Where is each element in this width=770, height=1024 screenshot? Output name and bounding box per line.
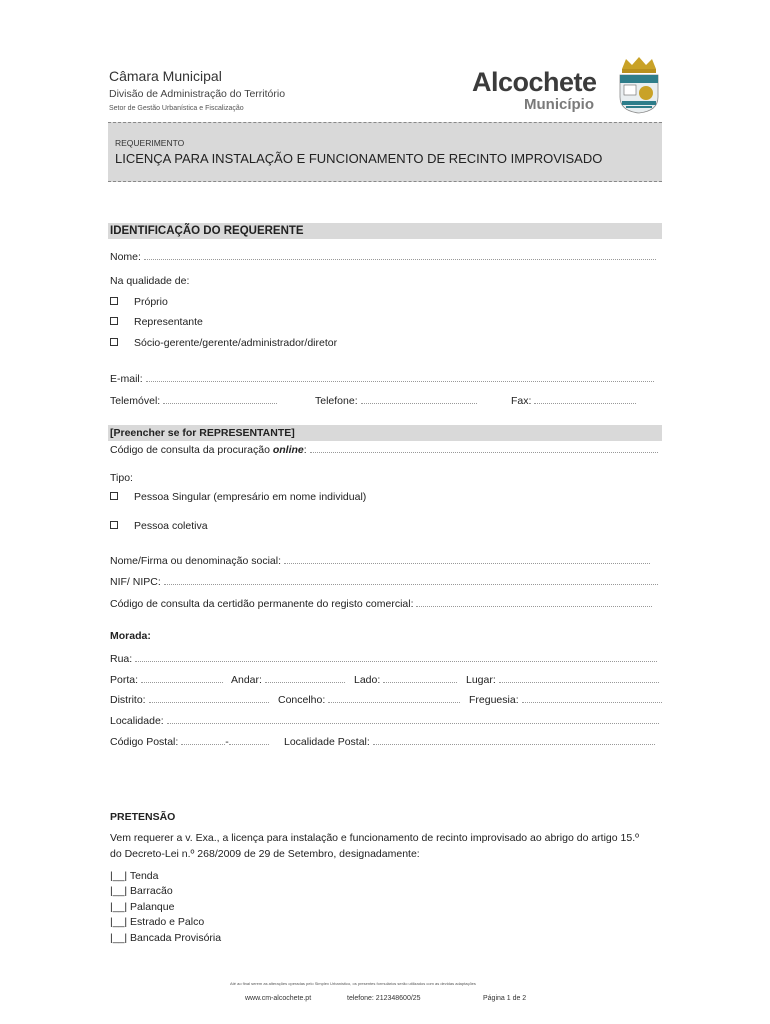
procuracao-online: online	[272, 444, 304, 456]
title-box	[108, 122, 662, 182]
firma-label: Nome/Firma ou denominação social:	[110, 555, 281, 567]
logo-subtitle: Município	[524, 96, 594, 113]
firma-row	[110, 553, 650, 567]
procuracao-label: Código de consulta da procuração	[110, 444, 273, 456]
tipo-label: Tipo:	[110, 472, 133, 484]
nif-row	[110, 574, 658, 588]
checkbox[interactable]	[110, 297, 118, 305]
rua-label: Rua:	[110, 653, 133, 665]
footer-phone: telefone: 212348600/25	[347, 995, 421, 1002]
pretensao-item-tenda[interactable]: |__| Tenda	[110, 870, 159, 882]
pretensao-item-barracao[interactable]: |__| Barracão	[110, 885, 173, 897]
municipality-logo	[472, 55, 662, 115]
email-row	[110, 371, 654, 385]
procuracao-field[interactable]	[310, 442, 658, 453]
telemovel-row	[110, 393, 277, 407]
fax-row	[511, 393, 636, 407]
porta-label: Porta:	[110, 674, 139, 686]
lugar-label: Lugar:	[466, 674, 496, 686]
codigo-postal-field-1[interactable]	[181, 734, 225, 745]
pretensao-text-2: do Decreto-Lei n.º 268/2009 de 29 de Setembro, designadamente:	[110, 848, 420, 860]
email-label: E-mail:	[110, 373, 143, 385]
certidao-field[interactable]	[416, 596, 652, 607]
nome-label: Nome:	[110, 251, 141, 263]
rua-field[interactable]	[135, 651, 657, 662]
qualidade-label: Na qualidade de:	[110, 275, 190, 287]
concelho-label: Concelho:	[278, 694, 326, 706]
section-representante: [Preencher se for REPRESENTANTE]	[108, 425, 662, 441]
sector-name: Setor de Gestão Urbanística e Fiscalização	[109, 105, 244, 112]
telefone-label: Telefone:	[315, 395, 358, 407]
fax-field[interactable]	[534, 393, 636, 404]
pretensao-text-1: Vem requerer a v. Exa., a licença para instalação e funcionamento de recinto improvisado ao abrigo do artigo 15.º	[110, 832, 639, 844]
qualidade-option-socio[interactable]	[110, 337, 337, 349]
lado-row	[354, 672, 457, 686]
morada-heading: Morada:	[110, 630, 151, 642]
org-name: Câmara Municipal	[109, 68, 222, 84]
telefone-field[interactable]	[361, 393, 477, 404]
localidade-field[interactable]	[167, 713, 659, 724]
footer-website: www.cm-alcochete.pt	[245, 995, 312, 1002]
section-identificacao: IDENTIFICAÇÃO DO REQUERENTE	[108, 223, 662, 239]
porta-field[interactable]	[141, 672, 223, 683]
qualidade-option-representante[interactable]	[110, 316, 203, 328]
tipo-option-coletiva[interactable]	[110, 520, 208, 532]
freguesia-row	[469, 692, 662, 706]
coat-of-arms-icon	[616, 55, 662, 115]
procuracao-row	[110, 442, 658, 456]
localidade-postal-row	[284, 734, 655, 748]
telefone-row	[315, 393, 477, 407]
distrito-field[interactable]	[149, 692, 269, 703]
option-label: Pessoa Singular (empresário em nome individual)	[134, 491, 367, 503]
andar-row	[231, 672, 345, 686]
pretensao-item-palanque[interactable]: |__| Palanque	[110, 901, 175, 913]
pretensao-item-estrado[interactable]: |__| Estrado e Palco	[110, 916, 205, 928]
pretensao-item-bancada[interactable]: |__| Bancada Provisória	[110, 932, 222, 944]
rua-row	[110, 651, 657, 665]
codigo-postal-row	[110, 734, 269, 748]
logo-title: Alcochete	[472, 67, 597, 97]
freguesia-field[interactable]	[522, 692, 662, 703]
pretensao-heading: PRETENSÃO	[110, 811, 176, 823]
lugar-row	[466, 672, 659, 686]
porta-row	[110, 672, 223, 686]
lado-field[interactable]	[383, 672, 457, 683]
codigo-postal-sep: -	[225, 736, 229, 748]
codigo-postal-field-2[interactable]	[229, 734, 269, 745]
email-field[interactable]	[146, 371, 654, 382]
option-label: Pessoa coletiva	[134, 520, 208, 532]
tipo-option-singular[interactable]	[110, 491, 366, 503]
lado-label: Lado:	[354, 674, 381, 686]
andar-field[interactable]	[265, 672, 345, 683]
certidao-label: Código de consulta da certidão permanente do registo comercial:	[110, 598, 414, 610]
nome-row	[110, 249, 656, 263]
nif-field[interactable]	[164, 574, 658, 585]
concelho-row	[278, 692, 460, 706]
distrito-row	[110, 692, 269, 706]
qualidade-option-proprio[interactable]	[110, 296, 168, 308]
codigo-postal-label: Código Postal:	[110, 736, 179, 748]
localidade-postal-field[interactable]	[373, 734, 655, 745]
checkbox[interactable]	[110, 338, 118, 346]
request-kind: REQUERIMENTO	[115, 138, 185, 148]
procuracao-colon: :	[303, 444, 307, 456]
nome-field[interactable]	[144, 249, 656, 260]
freguesia-label: Freguesia:	[469, 694, 519, 706]
concelho-field[interactable]	[328, 692, 460, 703]
checkbox[interactable]	[110, 317, 118, 325]
division-name: Divisão de Administração do Território	[109, 88, 286, 100]
footer-note: Até ao final serem as alterações operadas pelo Simplex Urbanístico, os presentes formulários serão utilizados com as devidas adaptações	[230, 981, 476, 986]
firma-field[interactable]	[284, 553, 650, 564]
checkbox[interactable]	[110, 492, 118, 500]
telemovel-field[interactable]	[163, 393, 277, 404]
option-label: Sócio-gerente/gerente/administrador/diretor	[134, 337, 338, 349]
telemovel-label: Telemóvel:	[110, 395, 161, 407]
certidao-row	[110, 596, 652, 610]
distrito-label: Distrito:	[110, 694, 146, 706]
option-label: Próprio	[134, 296, 168, 308]
footer-page: Página 1 de 2	[483, 995, 527, 1002]
fax-label: Fax:	[511, 395, 532, 407]
localidade-row	[110, 713, 659, 727]
andar-label: Andar:	[231, 674, 262, 686]
nif-label: NIF/ NIPC:	[110, 576, 161, 588]
checkbox[interactable]	[110, 521, 118, 529]
document-title: LICENÇA PARA INSTALAÇÃO E FUNCIONAMENTO DE RECINTO IMPROVISADO	[115, 151, 603, 166]
lugar-field[interactable]	[499, 672, 659, 683]
option-label: Representante	[134, 316, 203, 328]
localidade-postal-label: Localidade Postal:	[284, 736, 370, 748]
localidade-label: Localidade:	[110, 715, 164, 727]
